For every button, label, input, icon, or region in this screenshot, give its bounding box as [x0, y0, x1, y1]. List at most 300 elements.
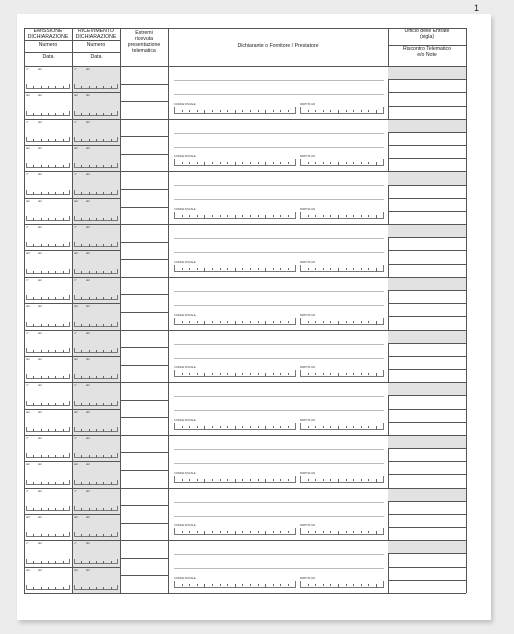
piva-tick [308, 426, 309, 428]
cf-tick [220, 373, 221, 375]
piva-tick [353, 584, 354, 586]
piva-tick [315, 426, 316, 428]
data-prefix: del [86, 120, 90, 124]
cf-tick [197, 268, 198, 270]
date-tick [41, 139, 42, 142]
piva-tick [376, 321, 377, 325]
cf-tick [250, 110, 251, 112]
data-prefix: del [38, 68, 42, 71]
cf-tick [235, 531, 236, 535]
estremi-line [120, 575, 168, 576]
cf-tick [235, 584, 236, 588]
cf-tick [235, 426, 236, 430]
estremi-line-3: presentazione [127, 41, 161, 48]
date-tick [55, 403, 56, 406]
cf-tick [204, 426, 205, 430]
date-tick [41, 113, 42, 116]
cf-tick [280, 162, 281, 164]
cf-tick [288, 162, 289, 164]
date-tick [89, 244, 90, 247]
date-tick [111, 403, 112, 406]
cf-tick [189, 584, 190, 586]
date-tick [55, 86, 56, 89]
row-mid-line [24, 409, 120, 410]
name-line [174, 554, 384, 555]
date-tick [89, 403, 90, 406]
piva-tick [338, 531, 339, 535]
ufficio-line [388, 474, 466, 475]
date-tick [89, 508, 90, 511]
date-tick [55, 429, 56, 432]
cf-tick [189, 373, 190, 375]
cf-tick [220, 162, 221, 164]
date-tick [96, 429, 97, 432]
cf-tick [235, 110, 236, 114]
date-tick [55, 218, 56, 221]
partita-iva-field [300, 476, 384, 483]
cf-tick [227, 110, 228, 112]
data-prefix: del [38, 384, 42, 388]
piva-tick [361, 321, 362, 323]
cf-tick [212, 162, 213, 164]
address-line [174, 94, 384, 95]
date-tick [89, 86, 90, 89]
piva-tick [361, 373, 362, 375]
date-tick [33, 455, 34, 458]
ufficio-line [388, 106, 466, 107]
piva-tick [308, 373, 309, 375]
cf-tick [250, 426, 251, 428]
cf-tick [280, 373, 281, 375]
date-tick [63, 561, 64, 564]
date-tick [103, 587, 104, 590]
piva-tick [330, 110, 331, 112]
cf-tick [204, 321, 205, 325]
date-tick [48, 271, 49, 274]
date-tick [81, 113, 82, 116]
cf-tick [273, 531, 274, 533]
date-tick [55, 244, 56, 247]
cf-tick [265, 479, 266, 483]
name-line [174, 344, 384, 345]
piva-tick [368, 426, 369, 428]
date-tick [33, 508, 34, 511]
ufficio-shade [388, 67, 466, 79]
piva-tick [323, 215, 324, 217]
date-tick [103, 324, 104, 327]
date-tick [96, 561, 97, 564]
data-prefix: del [38, 173, 42, 177]
date-tick [89, 218, 90, 221]
ricevimento-numero-label: Numero [86, 42, 106, 48]
ufficio-line [388, 343, 466, 344]
cf-tick [280, 426, 281, 428]
date-tick [96, 165, 97, 168]
estremi-line [120, 365, 168, 366]
piva-tick [315, 373, 316, 375]
ufficio-line [388, 448, 466, 449]
num-prefix: n° [74, 120, 77, 124]
estremi-line [120, 136, 168, 137]
date-tick [63, 324, 64, 327]
date-tick [89, 534, 90, 537]
num-prefix: n° [26, 68, 29, 71]
date-tick [41, 455, 42, 458]
num-prefix: n° [26, 436, 29, 440]
column-line [168, 28, 169, 593]
date-tick [96, 376, 97, 379]
piva-tick [361, 110, 362, 112]
date-tick [81, 192, 82, 195]
cf-tick [242, 531, 243, 533]
name-line [174, 133, 384, 134]
cf-tick [258, 110, 259, 112]
piva-tick [346, 479, 347, 481]
cf-tick [242, 373, 243, 375]
partita-iva-field [300, 581, 384, 588]
partita-iva-field [300, 318, 384, 325]
codice-fiscale-label: CODICE FISCALE [174, 260, 196, 264]
date-tick [63, 192, 64, 195]
date-tick [96, 534, 97, 537]
date-tick [111, 244, 112, 247]
ufficio-line [388, 303, 466, 304]
row-mid-line [24, 303, 120, 304]
date-tick [81, 482, 82, 485]
cf-tick [220, 584, 221, 586]
cf-tick [280, 479, 281, 481]
date-tick [81, 244, 82, 247]
address-line [174, 305, 384, 306]
date-tick [103, 455, 104, 458]
ufficio-line [388, 422, 466, 423]
date-tick [63, 403, 64, 406]
data-prefix: del [38, 463, 42, 467]
cf-tick [204, 584, 205, 588]
num-prefix: n° [74, 384, 77, 388]
piva-tick [353, 321, 354, 323]
ufficio-line [388, 369, 466, 370]
date-tick [55, 139, 56, 142]
piva-tick [361, 215, 362, 217]
cf-tick [235, 215, 236, 219]
ufficio-shade [388, 120, 466, 132]
date-tick [41, 218, 42, 221]
piva-tick [361, 162, 362, 164]
data-prefix: del [86, 147, 90, 151]
piva-tick [315, 321, 316, 323]
estremi-line [120, 523, 168, 524]
num-prefix: del [26, 357, 30, 361]
estremi-line [120, 101, 168, 102]
piva-tick [346, 110, 347, 112]
num-prefix: n° [26, 331, 29, 335]
cf-tick [288, 479, 289, 481]
date-tick [41, 508, 42, 511]
cf-tick [182, 479, 183, 481]
partita-iva-label: PARTITA IVA [300, 313, 316, 317]
date-tick [89, 561, 90, 564]
num-prefix: del [26, 305, 30, 309]
data-prefix: del [86, 331, 90, 335]
ufficio-shade [388, 383, 466, 395]
cf-tick [220, 479, 221, 481]
date-tick [81, 508, 82, 511]
date-tick [103, 86, 104, 89]
date-tick [63, 376, 64, 379]
piva-tick [338, 110, 339, 114]
piva-tick [308, 321, 309, 323]
date-tick [41, 297, 42, 300]
num-prefix: n° [26, 278, 29, 282]
date-tick [63, 165, 64, 168]
cf-tick [204, 373, 205, 377]
date-tick [41, 271, 42, 274]
piva-tick [353, 110, 354, 112]
codice-fiscale-label: CODICE FISCALE [174, 155, 196, 159]
date-tick [81, 429, 82, 432]
ufficio-line [388, 92, 466, 93]
cf-tick [265, 215, 266, 219]
piva-tick [353, 268, 354, 270]
date-tick [63, 482, 64, 485]
address-line [174, 252, 384, 253]
date-tick [55, 561, 56, 564]
piva-tick [346, 268, 347, 270]
cf-tick [227, 321, 228, 323]
piva-tick [330, 479, 331, 481]
cf-tick [242, 426, 243, 428]
num-prefix: del [26, 515, 30, 519]
cf-tick [273, 584, 274, 586]
date-tick [48, 455, 49, 458]
date-tick [89, 482, 90, 485]
cf-tick [197, 110, 198, 112]
ufficio-line-1: Ufficio delle Entrate [404, 28, 450, 34]
num-prefix: del [26, 568, 30, 572]
date-tick [96, 86, 97, 89]
num-prefix: del [74, 515, 78, 519]
cf-tick [265, 531, 266, 535]
piva-tick [346, 531, 347, 533]
cf-tick [288, 268, 289, 270]
date-tick [103, 271, 104, 274]
cf-tick [265, 426, 266, 430]
date-tick [96, 192, 97, 195]
num-prefix: del [74, 410, 78, 414]
ricevimento-line-1: RICEVIMENTO [78, 28, 114, 34]
cf-tick [227, 215, 228, 217]
piva-tick [330, 162, 331, 164]
num-prefix: del [74, 357, 78, 361]
piva-tick [368, 215, 369, 217]
data-prefix: del [86, 173, 90, 177]
date-tick [111, 429, 112, 432]
partita-iva-label: PARTITA IVA [300, 260, 316, 264]
partita-iva-label: PARTITA IVA [300, 577, 316, 580]
data-prefix: del [86, 436, 90, 440]
date-tick [63, 139, 64, 142]
data-prefix: del [38, 410, 42, 414]
date-tick [48, 429, 49, 432]
num-prefix: n° [74, 173, 77, 177]
piva-tick [315, 162, 316, 164]
piva-tick [346, 373, 347, 375]
cf-tick [197, 426, 198, 428]
piva-tick [323, 373, 324, 375]
num-prefix: del [26, 199, 30, 203]
date-tick [111, 482, 112, 485]
date-tick [89, 350, 90, 353]
piva-tick [346, 426, 347, 428]
cf-tick [280, 531, 281, 533]
date-tick [33, 297, 34, 300]
piva-tick [368, 110, 369, 112]
date-tick [48, 218, 49, 221]
column-line [120, 28, 121, 593]
piva-tick [376, 479, 377, 483]
piva-tick [353, 215, 354, 217]
ufficio-line-2: (sigla) [419, 33, 435, 40]
cf-tick [242, 584, 243, 586]
name-line [174, 185, 384, 186]
date-tick [96, 350, 97, 353]
date-tick [103, 113, 104, 116]
ufficio-shade [388, 278, 466, 290]
data-prefix: del [38, 568, 42, 572]
date-tick [96, 403, 97, 406]
date-tick [41, 587, 42, 590]
codice-fiscale-label: CODICE FISCALE [174, 524, 196, 528]
data-prefix: del [86, 542, 90, 546]
date-tick [81, 561, 82, 564]
date-tick [81, 86, 82, 89]
num-prefix: del [74, 463, 78, 467]
data-prefix: del [86, 305, 90, 309]
cf-tick [250, 268, 251, 270]
ufficio-line [388, 198, 466, 199]
data-prefix: del [38, 226, 42, 230]
date-tick [81, 271, 82, 274]
date-tick [33, 113, 34, 116]
partita-iva-label: PARTITA IVA [300, 471, 316, 475]
cf-tick [227, 162, 228, 164]
date-tick [55, 508, 56, 511]
num-prefix: n° [26, 173, 29, 177]
date-tick [103, 561, 104, 564]
piva-tick [338, 268, 339, 272]
date-tick [81, 587, 82, 590]
estremi-line [120, 558, 168, 559]
date-tick [96, 139, 97, 142]
row-border [24, 593, 466, 594]
cf-tick [250, 531, 251, 533]
emissione-numero-label: Numero [38, 42, 58, 48]
date-tick [55, 165, 56, 168]
data-prefix: del [86, 515, 90, 519]
dichiarante-header: Dichiarante o Fornitore / Prestatore [237, 43, 319, 49]
cf-tick [288, 110, 289, 112]
cf-tick [189, 268, 190, 270]
piva-tick [376, 110, 377, 114]
piva-tick [330, 215, 331, 217]
cf-tick [182, 531, 183, 533]
cf-tick [189, 531, 190, 533]
partita-iva-field [300, 370, 384, 377]
ufficio-shade [388, 331, 466, 343]
date-tick [41, 534, 42, 537]
ufficio-line [388, 580, 466, 581]
ufficio-line [388, 290, 466, 291]
cf-tick [220, 531, 221, 533]
ufficio-shade [388, 225, 466, 237]
cf-tick [242, 321, 243, 323]
piva-tick [323, 584, 324, 586]
riscontro-line-1: Riscontro Telematico [402, 46, 452, 52]
date-tick [33, 86, 34, 89]
num-prefix: n° [74, 331, 77, 335]
date-tick [55, 534, 56, 537]
num-prefix: del [74, 305, 78, 309]
date-tick [96, 508, 97, 511]
date-tick [48, 561, 49, 564]
cf-tick [182, 162, 183, 164]
piva-tick [308, 215, 309, 217]
emissione-line-1: EMISSIONE [33, 28, 63, 34]
partita-iva-field [300, 212, 384, 219]
date-tick [103, 244, 104, 247]
num-prefix: del [26, 94, 30, 98]
date-tick [103, 139, 104, 142]
date-tick [41, 403, 42, 406]
num-prefix: n° [26, 226, 29, 230]
row-mid-line [24, 198, 120, 199]
cf-tick [204, 162, 205, 166]
cf-tick [242, 110, 243, 112]
num-prefix: n° [26, 542, 29, 546]
data-prefix: del [38, 120, 42, 124]
data-prefix: del [38, 357, 42, 361]
date-tick [89, 271, 90, 274]
register-table [24, 28, 482, 593]
cf-tick [265, 321, 266, 325]
cf-tick [182, 426, 183, 428]
cf-tick [204, 531, 205, 535]
num-prefix: del [26, 463, 30, 467]
piva-tick [323, 162, 324, 164]
date-tick [96, 297, 97, 300]
ufficio-line [388, 553, 466, 554]
cf-tick [227, 426, 228, 428]
cf-tick [197, 479, 198, 481]
data-prefix: del [86, 94, 90, 98]
ufficio-line [388, 527, 466, 528]
piva-tick [330, 531, 331, 533]
date-tick [41, 350, 42, 353]
date-tick [41, 376, 42, 379]
date-tick [111, 297, 112, 300]
cf-tick [242, 215, 243, 217]
date-tick [103, 165, 104, 168]
cf-tick [280, 215, 281, 217]
date-tick [63, 218, 64, 221]
date-tick [55, 455, 56, 458]
ufficio-line [388, 409, 466, 410]
estremi-line [120, 452, 168, 453]
date-tick [55, 192, 56, 195]
cf-tick [265, 110, 266, 114]
data-prefix: del [38, 94, 42, 98]
